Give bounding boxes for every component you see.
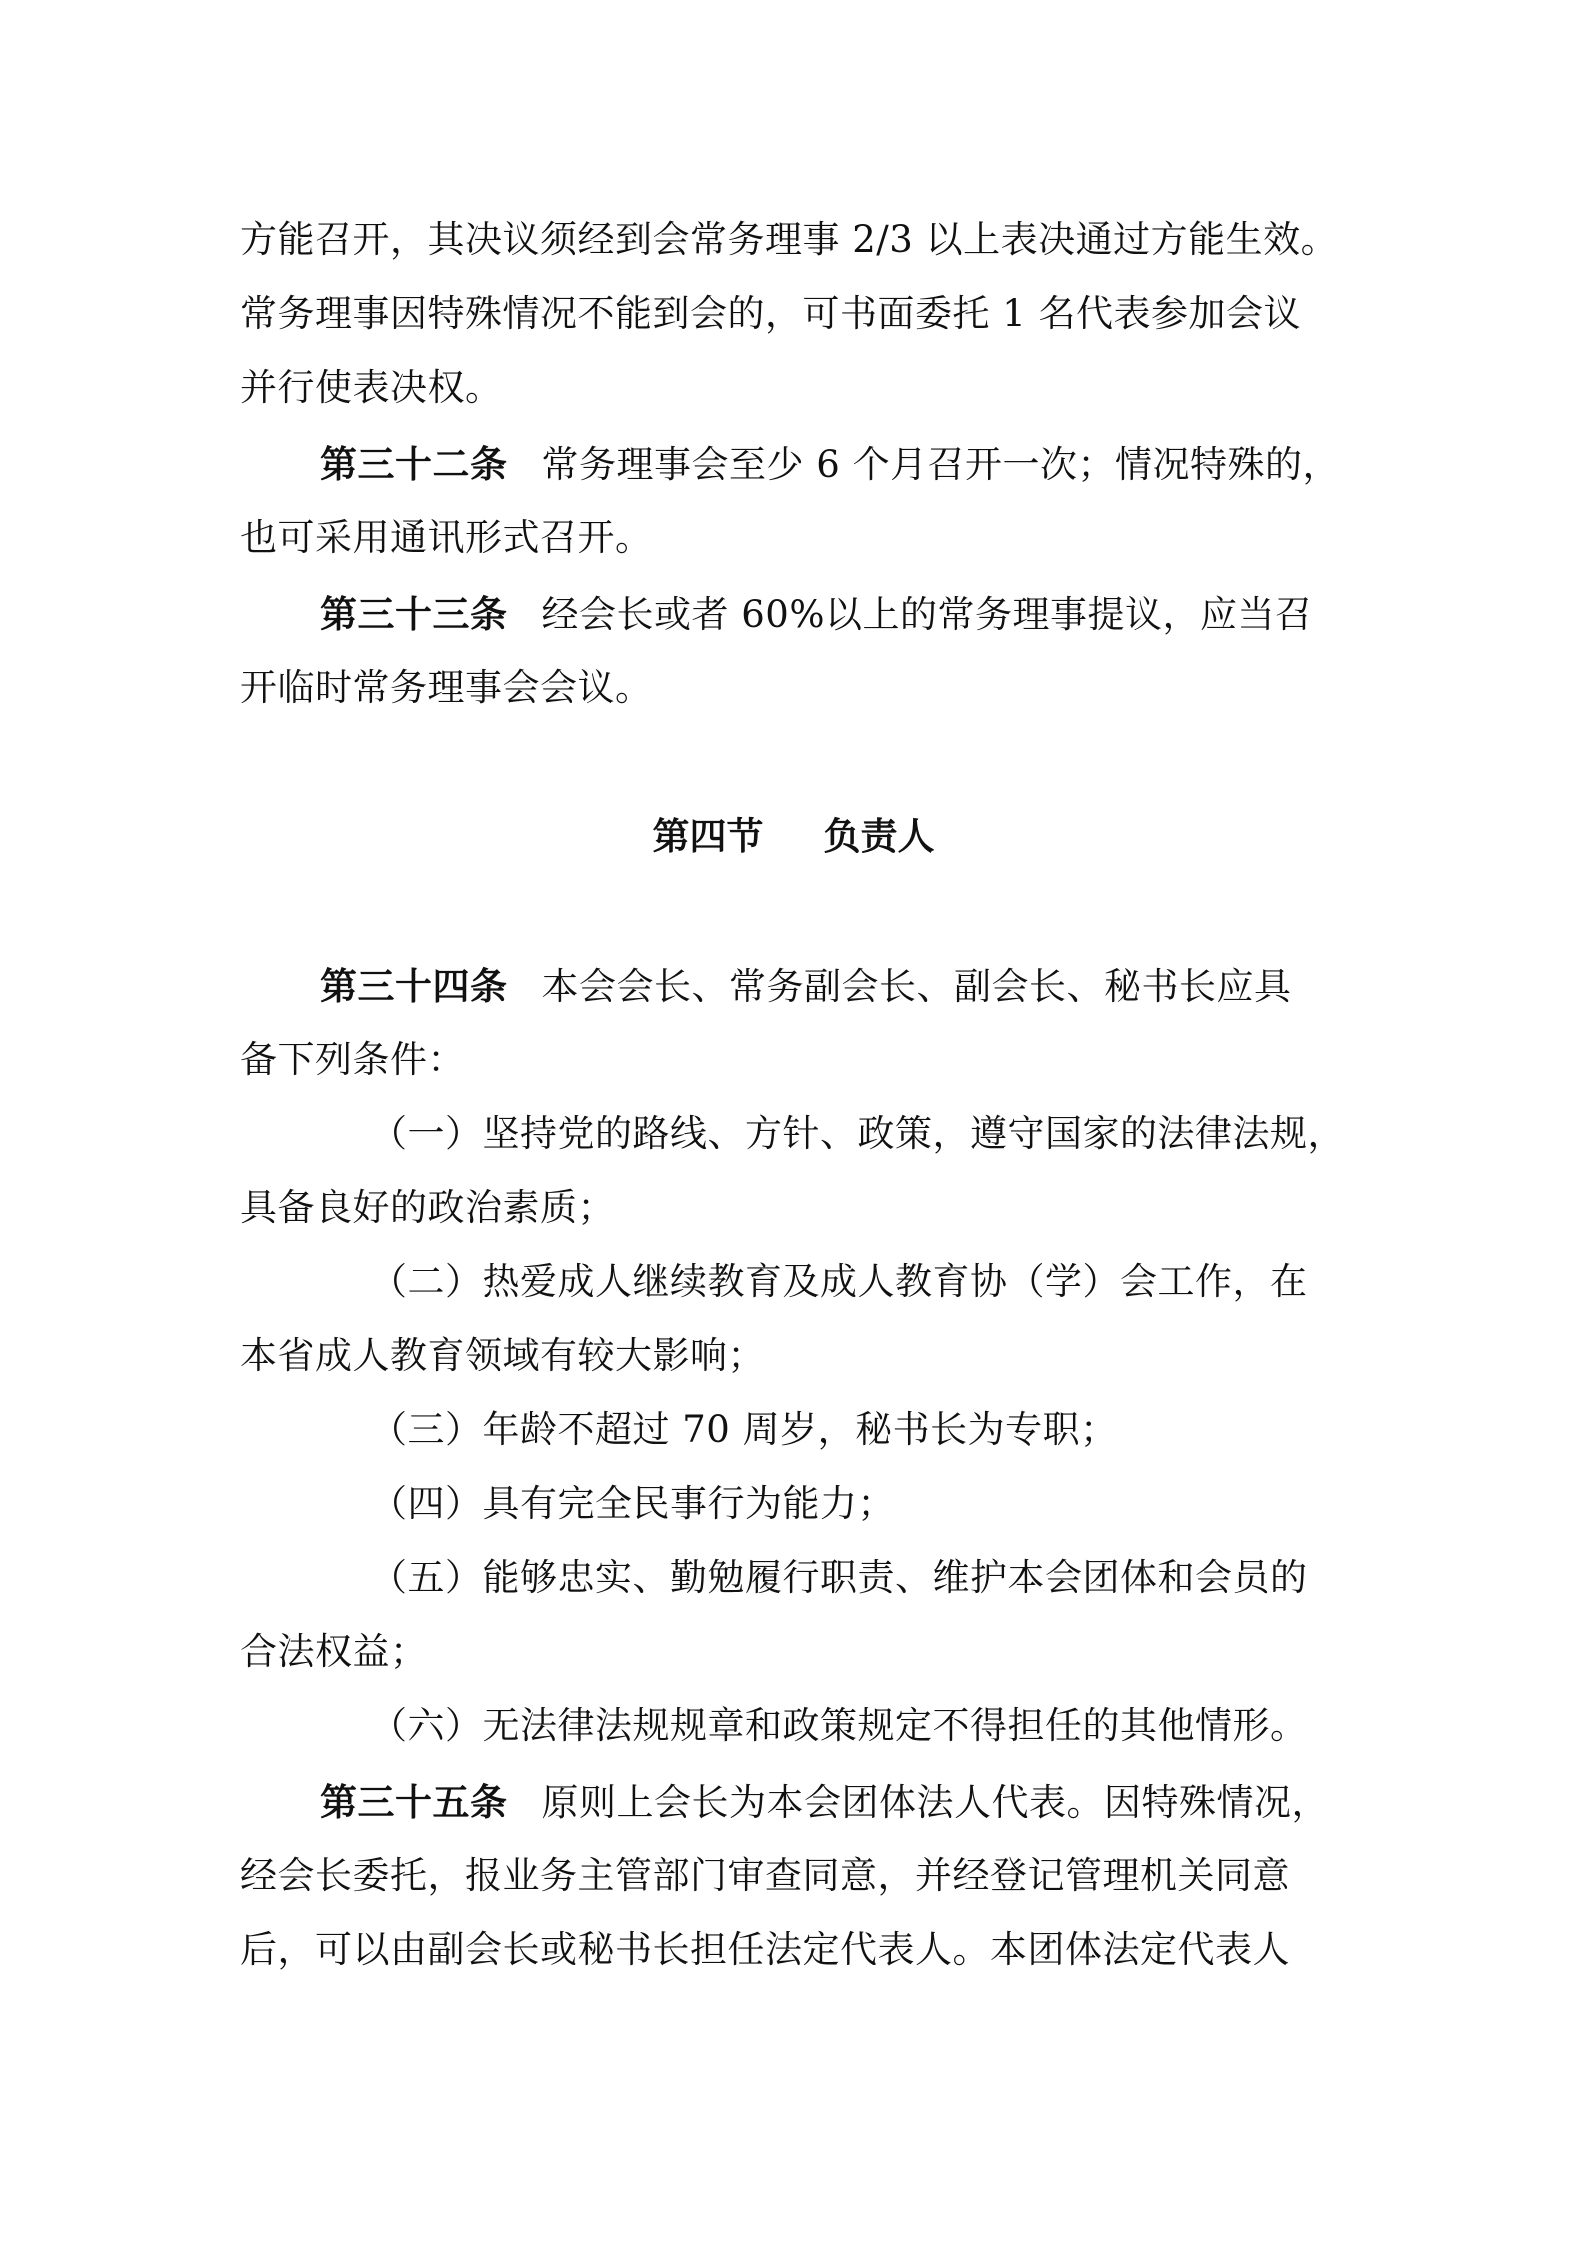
list-item: （五）能够忠实、勤勉履行职责、维护本会团体和会员的 [370,1556,1308,1599]
article-35 [320,1778,1360,1826]
list-item: （二）热爱成人继续教育及成人教育协（学）会工作，在 [370,1260,1308,1303]
article-label: 第三十四条 [320,964,508,1008]
article-label: 第三十二条 [320,442,508,486]
article-32 [320,440,1360,488]
list-item: （三）年龄不超过 70 周岁，秘书长为专职； [370,1408,1118,1451]
text-line: 后，可以由副会长或秘书长担任法定代表人。本团体法定代表人 [240,1928,1290,1971]
text-line: 常务理事因特殊情况不能到会的，可书面委托 1 名代表参加会议 [240,292,1302,335]
article-label: 第三十五条 [320,1780,508,1824]
text-line: 合法权益； [240,1630,428,1673]
section-heading [0,812,1587,860]
section-title: 负责人 [823,814,935,858]
article-text: 本会会长、常务副会长、副会长、秘书长应具 [541,965,1292,1008]
text-line: 开临时常务理事会会议。 [240,666,653,709]
text-line: 本省成人教育领域有较大影响； [240,1334,765,1377]
article-text: 原则上会长为本会团体法人代表。因特殊情况， [541,1781,1329,1824]
text-line: 具备良好的政治素质； [240,1186,615,1229]
list-item: （一）坚持党的路线、方针、政策，遵守国家的法律法规， [370,1112,1345,1155]
text-line: 方能召开，其决议须经到会常务理事 2/3 以上表决通过方能生效。 [240,218,1339,261]
list-item: （六）无法律法规规章和政策规定不得担任的其他情形。 [370,1704,1308,1747]
text-line: 经会长委托，报业务主管部门审查同意，并经登记管理机关同意 [240,1854,1290,1897]
article-34 [320,962,1360,1010]
article-label: 第三十三条 [320,592,508,636]
list-item: （四）具有完全民事行为能力； [370,1482,895,1525]
text-line: 备下列条件： [240,1038,465,1081]
article-text: 经会长或者 60%以上的常务理事提议，应当召 [541,593,1313,636]
article-text: 常务理事会至少 6 个月召开一次；情况特殊的， [541,443,1341,486]
text-line: 并行使表决权。 [240,366,503,409]
article-33 [320,590,1360,638]
text-line: 也可采用通讯形式召开。 [240,516,653,559]
section-number: 第四节 [652,814,764,858]
